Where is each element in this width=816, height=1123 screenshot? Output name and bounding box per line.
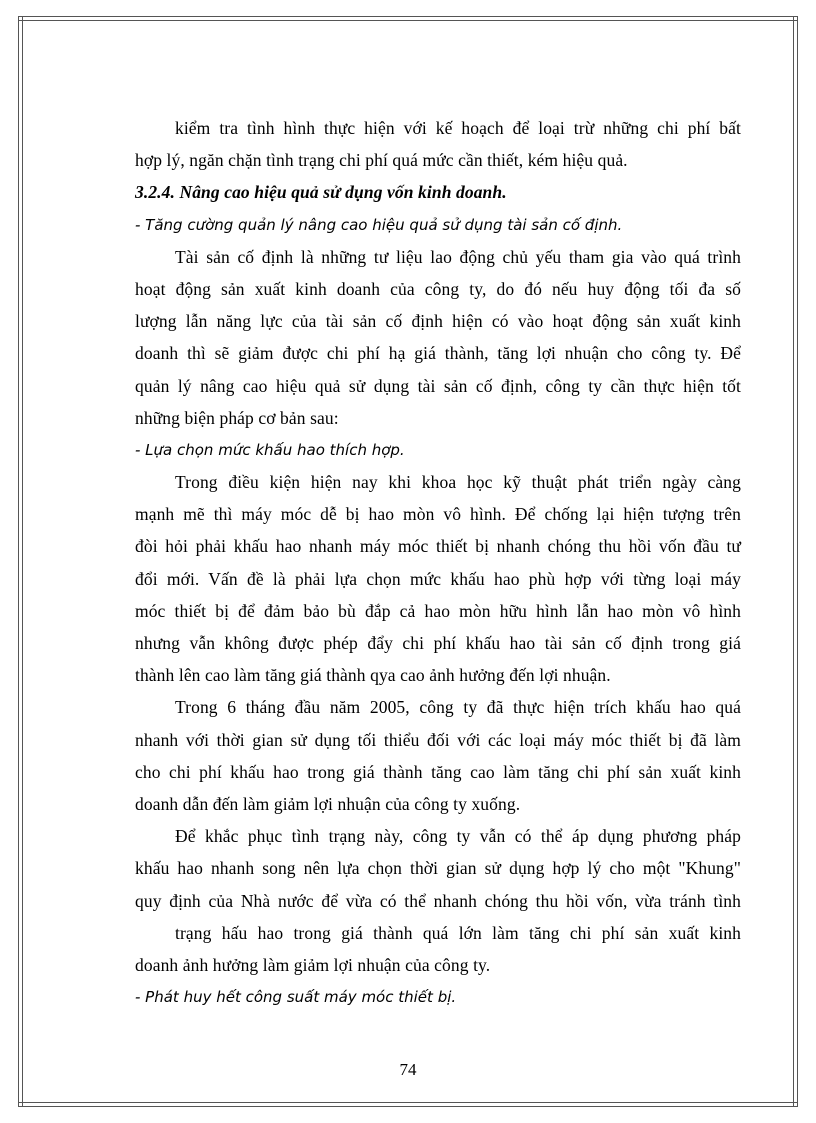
text-line: những biện pháp cơ bản sau: [135,407,339,428]
text-line: Tài sản cố định là những tư liệu lao động chủ yếu tham gia vào quá trình [175,246,741,267]
page-border-left [18,16,23,1107]
bullet-heading: - Phát huy hết công suất máy móc thiết bị. [135,988,457,1007]
text-line: doanh ảnh hưởng làm giảm lợi nhuận của công ty. [135,954,491,975]
page-border-top [18,16,798,21]
text-line: đòi hỏi phải khấu hao nhanh máy móc thiết bị nhanh chóng thu hồi vốn đầu tư [135,536,741,557]
text-line: móc thiết bị để đảm bảo bù đắp cả hao mòn hữu hình lẫn hao mòn vô hình [135,600,741,621]
text-line: thành lên cao làm tăng giá thành qya cao ảnh hưởng đến lợi nhuận. [135,665,611,686]
text-line: đổi mới. Vấn đề là phải lựa chọn mức khấu hao phù hợp với từng loại máy [135,568,741,589]
text-line: mạnh mẽ thì máy móc dễ bị hao mòn vô hình. Để chống lại hiện tượng trên [135,504,741,525]
text-line: hoạt động sản xuất kinh doanh của công ty, do đó nếu huy động tối đa số [135,278,741,299]
text-line: doanh thì sẽ giảm được chi phí hạ giá thành, tăng lợi nhuận cho công ty. Để [135,343,741,364]
text-line: Để khắc phục tình trạng này, công ty vẫn có thể áp dụng phương pháp [175,826,741,847]
text-line: lượng lẫn năng lực của tài sản cố định hiện có vào hoạt động sản xuất kinh [135,311,741,332]
text-line: quy định của Nhà nước để vừa có thể nhanh chóng thu hồi vốn, vừa tránh tình [135,890,741,911]
text-line: trạng hấu hao trong giá thành quá lớn làm tăng chi phí sản xuất kinh [175,922,741,943]
text-line: doanh dẫn đến làm giảm lợi nhuận của công ty xuống. [135,793,521,814]
bullet-heading: - Lựa chọn mức khấu hao thích hợp. [135,440,405,459]
text-line: Trong điều kiện hiện nay khi khoa học kỹ thuật phát triển ngày càng [175,472,741,493]
section-heading: 3.2.4. Nâng cao hiệu quả sử dụng vốn kinh doanh. [135,182,507,203]
page-border-right [793,16,798,1107]
text-line: nhưng vẫn không được phép đẩy chi phí khấu hao tài sản cố định trong giá [135,633,741,653]
bullet-heading: - Tăng cường quản lý nâng cao hiệu quả sử dụng tài sản cố định. [135,215,623,234]
document-body [135,112,741,1013]
text-line: hợp lý, ngăn chặn tình trạng chi phí quá mức cần thiết, kém hiệu quả. [135,150,628,171]
text-line: kiểm tra tình hình thực hiện với kế hoạch để loại trừ những chi phí bất [175,118,741,138]
text-line: Trong 6 tháng đầu năm 2005, công ty đã thực hiện trích khấu hao quá [175,697,741,718]
page-border-bottom [18,1102,798,1107]
text-line: quản lý nâng cao hiệu quả sử dụng tài sản cố định, công ty cần thực hiện tốt [135,375,741,396]
text-line: nhanh với thời gian sử dụng tối thiểu đối với các loại máy móc thiết bị đã làm [135,729,741,750]
page-number: 74 [399,1060,417,1079]
text-line: cho chi phí khấu hao trong giá thành tăng cao làm tăng chi phí sản xuất kinh [135,761,741,782]
text-line: khấu hao nhanh song nên lựa chọn thời gian sử dụng hợp lý cho một "Khung" [135,858,741,879]
